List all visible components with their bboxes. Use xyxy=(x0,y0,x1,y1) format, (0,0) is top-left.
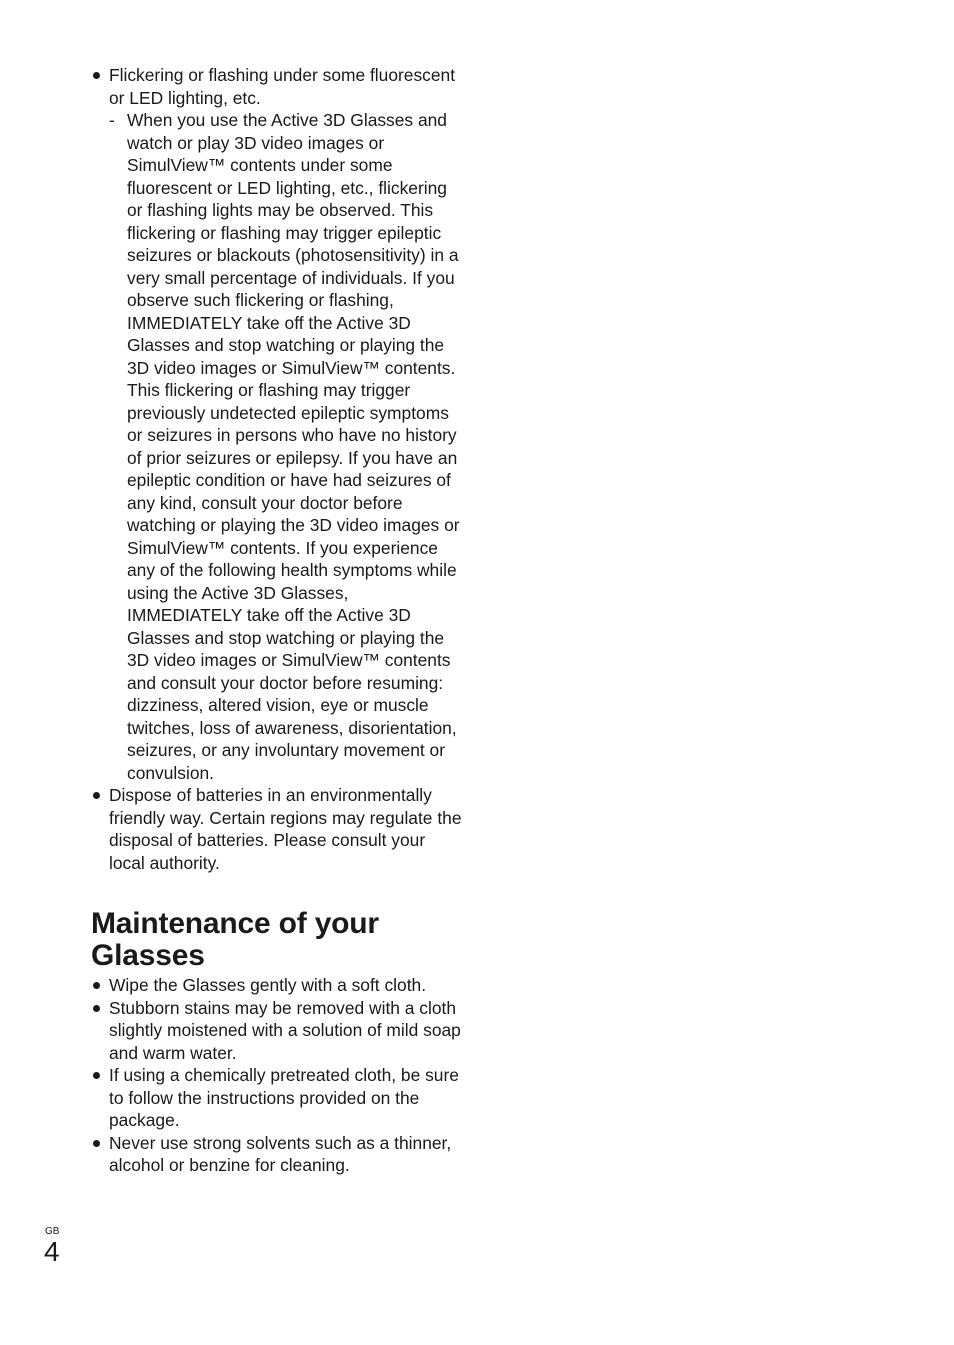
dash-icon: - xyxy=(109,110,115,130)
list-item xyxy=(91,1064,463,1132)
section-heading: Maintenance of your Glasses xyxy=(91,907,379,972)
list-item-flicker xyxy=(91,64,463,109)
list-item xyxy=(91,1132,463,1177)
list-item xyxy=(91,974,463,997)
bullet-icon xyxy=(93,792,100,799)
list-item-text: Never use strong solvents such as a thinner, alcohol or benzine for cleaning. xyxy=(109,1132,452,1175)
bullet-icon xyxy=(93,1072,100,1079)
bullet-icon xyxy=(93,72,100,79)
page-number: 4 xyxy=(44,1236,60,1267)
bullet-icon xyxy=(93,1005,100,1012)
main-column xyxy=(91,64,463,1177)
sub-item-flicker xyxy=(91,109,463,784)
bullet-icon xyxy=(93,1140,100,1147)
region-code: GB xyxy=(45,1226,60,1237)
list-item xyxy=(91,997,463,1065)
flicker-text: Flickering or flashing under some fluorescent or LED lighting, etc. xyxy=(109,65,456,108)
flicker-detail-text: When you use the Active 3D Glasses and watch or play 3D video images or SimulView™ contents under some fluorescent or LED lighting, etc., flickering or flashing lights may be observed. This flickering or flashing may trigger epileptic seizures or blackouts (photosensitivity) in a very small percentage of individuals. If you observe such flickering or flashing, IMMEDIATELY take off the Active 3D Glasses and stop watching or playing the 3D video images or SimulView™ contents. This flickering or flashing may trigger previously undetected epileptic symptoms or seizures in persons who have no history of prior seizures or epilepsy. If you have an epileptic condition or have had seizures of any kind, consult your doctor before watching or playing the 3D video images or SimulView™ contents. If you experience any of the following health symptoms while using the Active 3D Glasses, IMMEDIATELY take off the Active 3D Glasses and stop watching or playing the 3D video images or SimulView™ contents and consult your doctor before resuming: dizziness, altered vision, eye or muscle twitches, loss of awareness, disorientation, seizures, or any involuntary movement or convulsion. xyxy=(127,110,460,783)
batteries-text: Dispose of batteries in an environmentally friendly way. Certain regions may regulate the disposal of batteries. Please consult your local authority. xyxy=(109,785,462,873)
list-item-batteries xyxy=(91,784,463,874)
bullet-icon xyxy=(93,982,100,989)
list-item-text: Stubborn stains may be removed with a cloth slightly moistened with a solution of mild soap and warm water. xyxy=(109,997,461,1063)
list-item-text: If using a chemically pretreated cloth, be sure to follow the instructions provided on the package. xyxy=(109,1065,459,1130)
list-item-text: Wipe the Glasses gently with a soft cloth. xyxy=(109,975,427,995)
